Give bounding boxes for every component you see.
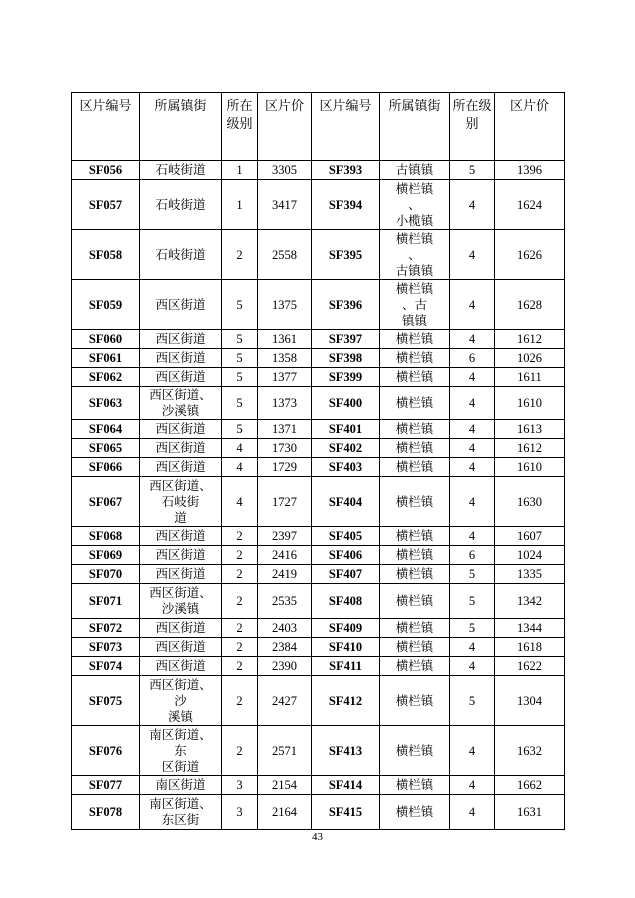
cell-level-1: 2 bbox=[222, 546, 258, 565]
cell-town-2: 古镇镇 bbox=[380, 161, 450, 180]
cell-code-2: SF399 bbox=[312, 368, 380, 387]
cell-town-1: 西区街道 bbox=[140, 420, 222, 439]
table-header-row bbox=[72, 93, 565, 161]
cell-town-2: 横栏镇 bbox=[380, 657, 450, 676]
cell-level-1: 2 bbox=[222, 565, 258, 584]
cell-town-2: 横栏镇 bbox=[380, 439, 450, 458]
cell-level-1: 1 bbox=[222, 180, 258, 230]
cell-code-1: SF069 bbox=[72, 546, 140, 565]
cell-code-2: SF396 bbox=[312, 280, 380, 330]
cell-price-2: 1612 bbox=[495, 439, 565, 458]
cell-code-2: SF414 bbox=[312, 776, 380, 795]
table-body bbox=[72, 161, 565, 830]
cell-price-2: 1611 bbox=[495, 368, 565, 387]
page-number: 43 bbox=[312, 831, 323, 843]
cell-town-1: 西区街道 bbox=[140, 368, 222, 387]
cell-price-1: 1729 bbox=[258, 458, 312, 477]
cell-price-1: 1358 bbox=[258, 349, 312, 368]
cell-price-2: 1622 bbox=[495, 657, 565, 676]
cell-town-1: 西区街道 bbox=[140, 349, 222, 368]
cell-level-2: 4 bbox=[450, 420, 495, 439]
table-row bbox=[72, 795, 565, 830]
cell-level-2: 4 bbox=[450, 180, 495, 230]
table-row bbox=[72, 180, 565, 230]
cell-level-1: 4 bbox=[222, 477, 258, 527]
cell-code-2: SF394 bbox=[312, 180, 380, 230]
cell-town-2: 横栏镇 bbox=[380, 527, 450, 546]
cell-price-2: 1628 bbox=[495, 280, 565, 330]
cell-code-2: SF397 bbox=[312, 330, 380, 349]
cell-code-1: SF064 bbox=[72, 420, 140, 439]
cell-level-2: 5 bbox=[450, 619, 495, 638]
cell-level-2: 4 bbox=[450, 527, 495, 546]
cell-price-1: 3305 bbox=[258, 161, 312, 180]
table-row bbox=[72, 584, 565, 619]
cell-level-1: 2 bbox=[222, 584, 258, 619]
table-row bbox=[72, 726, 565, 776]
cell-price-1: 1371 bbox=[258, 420, 312, 439]
cell-price-2: 1342 bbox=[495, 584, 565, 619]
cell-code-2: SF400 bbox=[312, 387, 380, 420]
cell-price-1: 2558 bbox=[258, 230, 312, 280]
cell-price-1: 3417 bbox=[258, 180, 312, 230]
cell-code-2: SF403 bbox=[312, 458, 380, 477]
cell-price-2: 1610 bbox=[495, 387, 565, 420]
cell-code-2: SF402 bbox=[312, 439, 380, 458]
cell-town-2: 横栏镇 bbox=[380, 420, 450, 439]
cell-price-2: 1631 bbox=[495, 795, 565, 830]
cell-price-1: 2427 bbox=[258, 676, 312, 726]
cell-town-2: 横栏镇 、古 镇镇 bbox=[380, 280, 450, 330]
cell-code-1: SF070 bbox=[72, 565, 140, 584]
cell-code-1: SF056 bbox=[72, 161, 140, 180]
table-row bbox=[72, 657, 565, 676]
cell-town-2: 横栏镇 bbox=[380, 584, 450, 619]
cell-town-1: 西区街道 bbox=[140, 638, 222, 657]
cell-code-1: SF060 bbox=[72, 330, 140, 349]
cell-level-2: 4 bbox=[450, 726, 495, 776]
cell-code-1: SF068 bbox=[72, 527, 140, 546]
cell-code-1: SF065 bbox=[72, 439, 140, 458]
table-row bbox=[72, 420, 565, 439]
cell-level-1: 3 bbox=[222, 795, 258, 830]
cell-town-2: 横栏镇 bbox=[380, 330, 450, 349]
cell-price-2: 1618 bbox=[495, 638, 565, 657]
cell-code-2: SF409 bbox=[312, 619, 380, 638]
table-row bbox=[72, 349, 565, 368]
header-town-2: 所属镇街 bbox=[380, 93, 450, 161]
cell-town-1: 南区街道、 东区街 bbox=[140, 795, 222, 830]
cell-town-1: 西区街道 bbox=[140, 546, 222, 565]
cell-level-2: 4 bbox=[450, 439, 495, 458]
header-level-2: 所在级别 bbox=[450, 93, 495, 161]
header-level-1: 所在级别 bbox=[222, 93, 258, 161]
cell-price-2: 1632 bbox=[495, 726, 565, 776]
cell-code-2: SF401 bbox=[312, 420, 380, 439]
cell-town-2: 横栏镇 bbox=[380, 387, 450, 420]
cell-price-2: 1396 bbox=[495, 161, 565, 180]
cell-level-1: 2 bbox=[222, 657, 258, 676]
header-code-1: 区片编号 bbox=[72, 93, 140, 161]
table-row bbox=[72, 776, 565, 795]
cell-town-2: 横栏镇 bbox=[380, 565, 450, 584]
table-row bbox=[72, 458, 565, 477]
cell-price-1: 2397 bbox=[258, 527, 312, 546]
cell-level-2: 4 bbox=[450, 330, 495, 349]
cell-price-2: 1026 bbox=[495, 349, 565, 368]
cell-price-1: 2571 bbox=[258, 726, 312, 776]
cell-town-2: 横栏镇 bbox=[380, 619, 450, 638]
cell-price-1: 1377 bbox=[258, 368, 312, 387]
cell-level-1: 2 bbox=[222, 676, 258, 726]
cell-town-1: 西区街道 bbox=[140, 657, 222, 676]
cell-town-1: 西区街道、 石岐街 道 bbox=[140, 477, 222, 527]
cell-level-1: 5 bbox=[222, 387, 258, 420]
cell-code-1: SF059 bbox=[72, 280, 140, 330]
table-row bbox=[72, 565, 565, 584]
cell-town-1: 西区街道 bbox=[140, 619, 222, 638]
cell-town-1: 西区街道、 沙 溪镇 bbox=[140, 676, 222, 726]
cell-town-1: 西区街道 bbox=[140, 439, 222, 458]
cell-level-2: 4 bbox=[450, 280, 495, 330]
cell-town-1: 石岐街道 bbox=[140, 161, 222, 180]
cell-level-2: 5 bbox=[450, 161, 495, 180]
cell-level-2: 4 bbox=[450, 638, 495, 657]
cell-code-2: SF404 bbox=[312, 477, 380, 527]
table-row bbox=[72, 676, 565, 726]
cell-level-1: 2 bbox=[222, 527, 258, 546]
cell-code-1: SF072 bbox=[72, 619, 140, 638]
cell-price-2: 1335 bbox=[495, 565, 565, 584]
cell-price-2: 1612 bbox=[495, 330, 565, 349]
cell-town-2: 横栏镇 、 古镇镇 bbox=[380, 230, 450, 280]
cell-level-1: 1 bbox=[222, 161, 258, 180]
cell-price-2: 1624 bbox=[495, 180, 565, 230]
cell-level-1: 2 bbox=[222, 230, 258, 280]
cell-level-1: 5 bbox=[222, 420, 258, 439]
cell-town-1: 西区街道、 沙溪镇 bbox=[140, 387, 222, 420]
cell-price-2: 1662 bbox=[495, 776, 565, 795]
cell-price-1: 2154 bbox=[258, 776, 312, 795]
cell-level-1: 2 bbox=[222, 638, 258, 657]
cell-town-1: 南区街道 bbox=[140, 776, 222, 795]
cell-level-1: 5 bbox=[222, 330, 258, 349]
table-row bbox=[72, 638, 565, 657]
cell-price-2: 1626 bbox=[495, 230, 565, 280]
cell-code-1: SF075 bbox=[72, 676, 140, 726]
cell-code-2: SF411 bbox=[312, 657, 380, 676]
cell-price-1: 2390 bbox=[258, 657, 312, 676]
cell-code-1: SF076 bbox=[72, 726, 140, 776]
cell-code-2: SF406 bbox=[312, 546, 380, 565]
cell-code-2: SF415 bbox=[312, 795, 380, 830]
cell-level-2: 6 bbox=[450, 546, 495, 565]
cell-town-1: 石岐街道 bbox=[140, 230, 222, 280]
cell-price-1: 1373 bbox=[258, 387, 312, 420]
table-row bbox=[72, 439, 565, 458]
cell-price-2: 1304 bbox=[495, 676, 565, 726]
cell-code-1: SF063 bbox=[72, 387, 140, 420]
cell-town-2: 横栏镇 bbox=[380, 726, 450, 776]
cell-code-1: SF058 bbox=[72, 230, 140, 280]
cell-price-1: 2535 bbox=[258, 584, 312, 619]
table-row bbox=[72, 280, 565, 330]
table-row bbox=[72, 330, 565, 349]
cell-level-1: 4 bbox=[222, 439, 258, 458]
cell-town-2: 横栏镇 bbox=[380, 546, 450, 565]
cell-level-1: 2 bbox=[222, 726, 258, 776]
cell-town-2: 横栏镇 bbox=[380, 638, 450, 657]
cell-level-2: 6 bbox=[450, 349, 495, 368]
table-row bbox=[72, 161, 565, 180]
cell-code-2: SF407 bbox=[312, 565, 380, 584]
cell-level-2: 5 bbox=[450, 584, 495, 619]
cell-price-1: 2164 bbox=[258, 795, 312, 830]
header-code-2: 区片编号 bbox=[312, 93, 380, 161]
cell-price-2: 1613 bbox=[495, 420, 565, 439]
cell-code-1: SF073 bbox=[72, 638, 140, 657]
cell-price-1: 1730 bbox=[258, 439, 312, 458]
cell-town-1: 南区街道、 东 区街道 bbox=[140, 726, 222, 776]
cell-town-2: 横栏镇 bbox=[380, 776, 450, 795]
cell-price-1: 2403 bbox=[258, 619, 312, 638]
cell-town-2: 横栏镇 、 小榄镇 bbox=[380, 180, 450, 230]
cell-code-1: SF067 bbox=[72, 477, 140, 527]
cell-price-1: 2384 bbox=[258, 638, 312, 657]
cell-code-1: SF074 bbox=[72, 657, 140, 676]
table-row bbox=[72, 477, 565, 527]
cell-town-1: 西区街道 bbox=[140, 330, 222, 349]
table-row bbox=[72, 368, 565, 387]
cell-level-2: 4 bbox=[450, 368, 495, 387]
cell-level-2: 4 bbox=[450, 795, 495, 830]
header-town-1: 所属镇街 bbox=[140, 93, 222, 161]
cell-price-2: 1610 bbox=[495, 458, 565, 477]
cell-code-2: SF393 bbox=[312, 161, 380, 180]
cell-code-1: SF078 bbox=[72, 795, 140, 830]
cell-code-2: SF410 bbox=[312, 638, 380, 657]
cell-level-2: 4 bbox=[450, 477, 495, 527]
cell-price-2: 1607 bbox=[495, 527, 565, 546]
cell-level-2: 5 bbox=[450, 676, 495, 726]
cell-price-2: 1344 bbox=[495, 619, 565, 638]
cell-town-1: 西区街道 bbox=[140, 458, 222, 477]
cell-code-2: SF408 bbox=[312, 584, 380, 619]
header-price-2: 区片价 bbox=[495, 93, 565, 161]
table-row bbox=[72, 527, 565, 546]
cell-code-1: SF077 bbox=[72, 776, 140, 795]
table-row bbox=[72, 387, 565, 420]
cell-price-1: 2419 bbox=[258, 565, 312, 584]
table-row bbox=[72, 230, 565, 280]
cell-town-1: 西区街道 bbox=[140, 280, 222, 330]
cell-town-1: 西区街道、 沙溪镇 bbox=[140, 584, 222, 619]
cell-code-2: SF398 bbox=[312, 349, 380, 368]
cell-town-2: 横栏镇 bbox=[380, 458, 450, 477]
cell-code-2: SF395 bbox=[312, 230, 380, 280]
cell-level-1: 4 bbox=[222, 458, 258, 477]
cell-price-1: 1361 bbox=[258, 330, 312, 349]
cell-price-1: 2416 bbox=[258, 546, 312, 565]
cell-town-2: 横栏镇 bbox=[380, 477, 450, 527]
cell-level-1: 2 bbox=[222, 619, 258, 638]
cell-level-2: 4 bbox=[450, 230, 495, 280]
cell-level-2: 4 bbox=[450, 657, 495, 676]
cell-town-2: 横栏镇 bbox=[380, 368, 450, 387]
cell-code-1: SF071 bbox=[72, 584, 140, 619]
cell-level-1: 5 bbox=[222, 368, 258, 387]
cell-code-1: SF057 bbox=[72, 180, 140, 230]
cell-level-1: 3 bbox=[222, 776, 258, 795]
cell-level-2: 5 bbox=[450, 565, 495, 584]
cell-level-2: 4 bbox=[450, 776, 495, 795]
cell-code-1: SF061 bbox=[72, 349, 140, 368]
land-price-table bbox=[71, 92, 565, 830]
cell-code-1: SF062 bbox=[72, 368, 140, 387]
cell-level-2: 4 bbox=[450, 458, 495, 477]
cell-town-2: 横栏镇 bbox=[380, 349, 450, 368]
cell-town-2: 横栏镇 bbox=[380, 676, 450, 726]
cell-town-1: 西区街道 bbox=[140, 527, 222, 546]
cell-town-1: 石岐街道 bbox=[140, 180, 222, 230]
cell-price-1: 1727 bbox=[258, 477, 312, 527]
cell-price-2: 1024 bbox=[495, 546, 565, 565]
cell-level-2: 4 bbox=[450, 387, 495, 420]
cell-level-1: 5 bbox=[222, 349, 258, 368]
header-price-1: 区片价 bbox=[258, 93, 312, 161]
cell-price-1: 1375 bbox=[258, 280, 312, 330]
cell-code-2: SF412 bbox=[312, 676, 380, 726]
cell-town-1: 西区街道 bbox=[140, 565, 222, 584]
cell-code-2: SF413 bbox=[312, 726, 380, 776]
cell-code-1: SF066 bbox=[72, 458, 140, 477]
cell-level-1: 5 bbox=[222, 280, 258, 330]
cell-town-2: 横栏镇 bbox=[380, 795, 450, 830]
table-row bbox=[72, 546, 565, 565]
table-row bbox=[72, 619, 565, 638]
cell-price-2: 1630 bbox=[495, 477, 565, 527]
cell-code-2: SF405 bbox=[312, 527, 380, 546]
